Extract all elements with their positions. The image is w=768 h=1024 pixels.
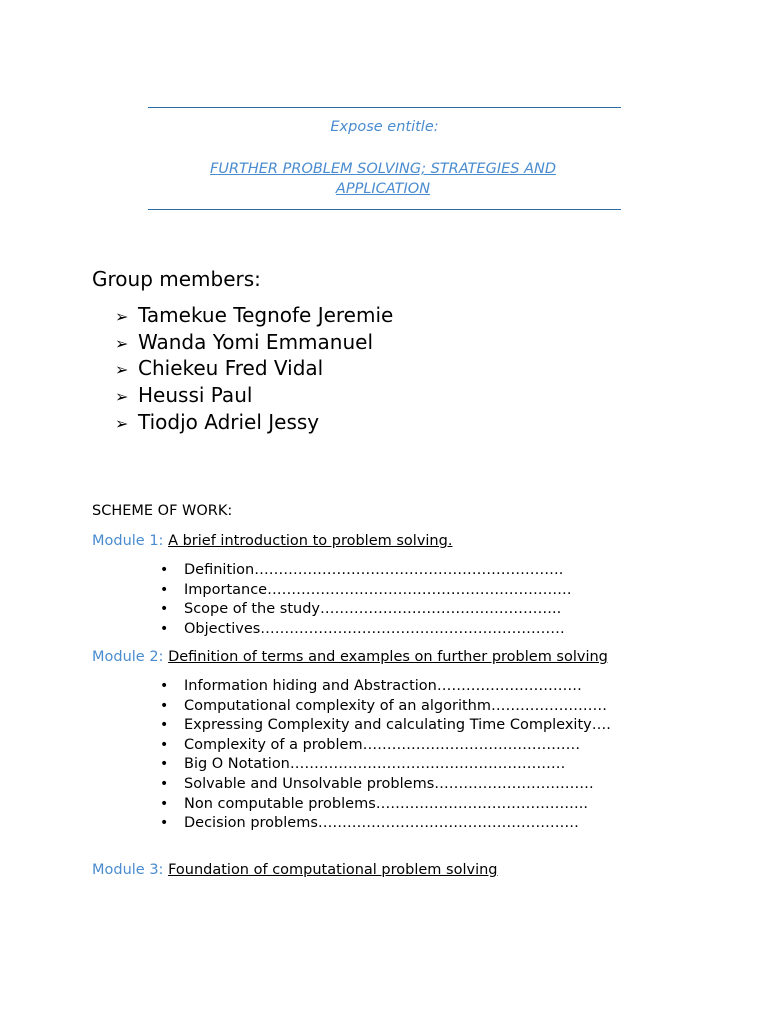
arrow-bullet-icon: ➢ [115, 333, 129, 353]
topic-item [160, 561, 572, 581]
module-title: Foundation of computational problem solving [168, 862, 498, 878]
module-1-heading [92, 533, 452, 549]
bullet-icon: • [160, 581, 169, 598]
topic-item [160, 775, 611, 795]
member-name: Wanda Yomi Emmanuel [138, 329, 373, 354]
bullet-icon: • [160, 601, 169, 618]
bullet-icon: • [160, 562, 169, 578]
topic-text: Solvable and Unsolvable problems…………………………… [184, 775, 594, 792]
module-title: Definition of terms and examples on further problem solving [168, 649, 608, 665]
topic-item [160, 716, 611, 736]
member-item [115, 303, 393, 330]
module-label: Module 2: [92, 649, 169, 665]
topic-text: Objectives……………………………………………………… [184, 620, 565, 637]
bullet-icon: • [160, 795, 169, 812]
topic-item [160, 581, 572, 601]
module-title: A brief introduction to problem solving. [168, 533, 453, 549]
topic-item [160, 697, 611, 717]
topic-item [160, 620, 572, 640]
module-label: Module 1: [92, 533, 169, 549]
arrow-bullet-icon: ➢ [115, 413, 129, 433]
bullet-icon: • [160, 678, 169, 694]
expose-label: Expose entitle: [330, 119, 439, 135]
topic-text: Big O Notation………………………………………………… [184, 756, 566, 773]
module-2-topics [160, 677, 611, 834]
topic-item [160, 755, 611, 775]
member-name: Heussi Paul [138, 383, 253, 408]
group-members-list [115, 303, 393, 437]
member-item [115, 356, 393, 383]
bullet-icon: • [160, 697, 169, 714]
module-1-topics [160, 561, 572, 639]
member-item [115, 410, 393, 437]
bullet-icon: • [160, 756, 169, 773]
arrow-bullet-icon: ➢ [115, 387, 129, 407]
topic-text: Information hiding and Abstraction………………………… [184, 678, 582, 694]
title-top-rule [148, 107, 621, 108]
arrow-bullet-icon: ➢ [115, 307, 129, 326]
module-3-heading [92, 862, 498, 878]
member-name: Tamekue Tegnofe Jeremie [138, 303, 394, 327]
module-2-heading [92, 649, 608, 665]
scheme-of-work-heading: SCHEME OF WORK: [92, 503, 233, 519]
member-name: Tiodjo Adriel Jessy [138, 409, 320, 434]
module-label: Module 3: [92, 862, 169, 878]
topic-item [160, 600, 572, 620]
bullet-icon: • [160, 717, 169, 734]
group-members-heading: Group members: [92, 267, 261, 291]
topic-item [160, 795, 611, 815]
topic-text: Definition………………………………………………………. [184, 562, 564, 578]
member-item [115, 383, 393, 410]
topic-text: Computational complexity of an algorithm…………………… [184, 697, 607, 714]
member-name: Chiekeu Fred Vidal [138, 356, 324, 381]
bullet-icon: • [160, 620, 169, 637]
topic-item [160, 814, 611, 834]
member-item [115, 330, 393, 357]
topic-text: Importance……………………………………………………… [184, 581, 572, 598]
bullet-icon: • [160, 815, 169, 832]
topic-text: Expressing Complexity and calculating Time Complexity…. [184, 717, 611, 734]
topic-item [160, 677, 611, 697]
expose-title: FURTHER PROBLEM SOLVING; STRATEGIES AND APPLICATION [209, 161, 557, 197]
topic-item [160, 736, 611, 756]
bullet-icon: • [160, 775, 169, 792]
bullet-icon: • [160, 736, 169, 753]
topic-text: Complexity of a problem……………………………………… [184, 736, 581, 753]
topic-text: Scope of the study………………………………………….. [184, 601, 562, 618]
arrow-bullet-icon: ➢ [115, 360, 129, 380]
title-bottom-rule [148, 209, 621, 210]
topic-text: Non computable problems…………………………………….. [184, 795, 588, 812]
topic-text: Decision problems……………………………………………… [184, 815, 579, 832]
